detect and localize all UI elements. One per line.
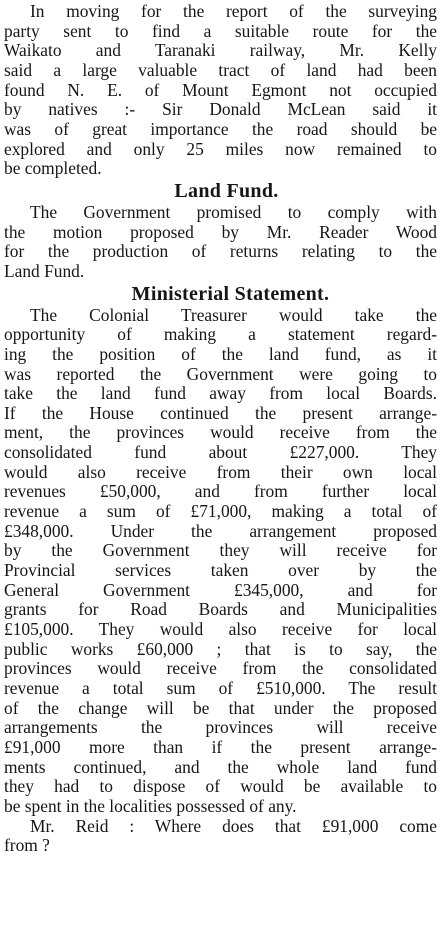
text-line: £348,000. Under the arrangement proposed <box>4 520 437 541</box>
paragraph-ministerial-statement <box>4 306 437 817</box>
paragraph-mr-reid-question <box>4 817 437 856</box>
text-line: explored and only 25 miles now remained to <box>4 138 437 159</box>
text-line: party sent to find a suitable route for the <box>4 20 437 41</box>
text-line: ments continued, and the whole land fund <box>4 756 437 777</box>
text-line: consolidated fund about £227,000. They <box>4 442 437 463</box>
text-line: revenue a total sum of £510,000. The result <box>4 678 437 698</box>
text-line: The Colonial Treasurer would take the <box>30 304 437 325</box>
text-line: take the land fund away from local Boards. <box>4 383 437 404</box>
text-line: would also receive from their own local <box>4 461 437 482</box>
text-line: said a large valuable tract of land had been <box>4 59 437 80</box>
text-line: was of great importance the road should be <box>4 118 437 139</box>
text-line: arrangements the provinces will receive <box>4 717 437 738</box>
text-line: Mr. Reid : Where does that £91,000 come <box>30 815 437 836</box>
newspaper-column <box>4 2 437 856</box>
text-line: found N. E. of Mount Egmont not occupied <box>4 79 437 100</box>
text-line: £91,000 more than if the present arrange- <box>4 736 437 757</box>
text-line: public works £60,000 ; that is to say, the <box>4 638 437 659</box>
text-line: Land Fund. <box>4 260 85 281</box>
section-heading-land-fund: Land Fund. <box>174 179 279 202</box>
paragraph-survey-report <box>4 2 437 179</box>
text-line: be spent in the localities possessed of any. <box>4 795 297 816</box>
text-line: revenues £50,000, and from further local <box>4 481 437 502</box>
text-line: was reported the Government were going to <box>4 363 437 384</box>
text-line: be completed. <box>4 158 102 179</box>
text-line: the motion proposed by Mr. Reader Wood <box>4 221 437 242</box>
text-line: revenue a sum of £71,000, making a total of <box>4 501 437 522</box>
text-line: by the Government they will receive for <box>4 540 437 561</box>
text-line: ment, the provinces would receive from the <box>4 422 437 443</box>
text-line: If the House continued the present arrange- <box>4 402 437 423</box>
section-heading-ministerial-statement: Ministerial Statement. <box>131 282 330 305</box>
text-line: opportunity of making a statement regard- <box>4 324 437 345</box>
text-line: In moving for the report of the surveying <box>30 1 437 21</box>
text-line: grants for Road Boards and Municipalities <box>4 599 437 620</box>
text-line: ing the position of the land fund, as it <box>4 343 437 364</box>
text-line: Waikato and Taranaki railway, Mr. Kelly <box>4 40 437 61</box>
text-line: they had to dispose of would be available to <box>4 776 437 797</box>
text-line: of the change will be that under the proposed <box>4 697 437 718</box>
text-line: provinces would receive from the consolidated <box>4 658 437 679</box>
text-line: for the production of returns relating to the <box>4 241 437 262</box>
text-line: from ? <box>4 835 50 856</box>
text-line: by natives :- Sir Donald McLean said it <box>4 99 437 120</box>
text-line: The Government promised to comply with <box>30 201 437 222</box>
text-line: General Government £345,000, and for <box>4 579 437 600</box>
paragraph-land-fund <box>4 203 437 282</box>
text-line: £105,000. They would also receive for local <box>4 619 437 640</box>
text-line: Provincial services taken over by the <box>4 560 437 581</box>
